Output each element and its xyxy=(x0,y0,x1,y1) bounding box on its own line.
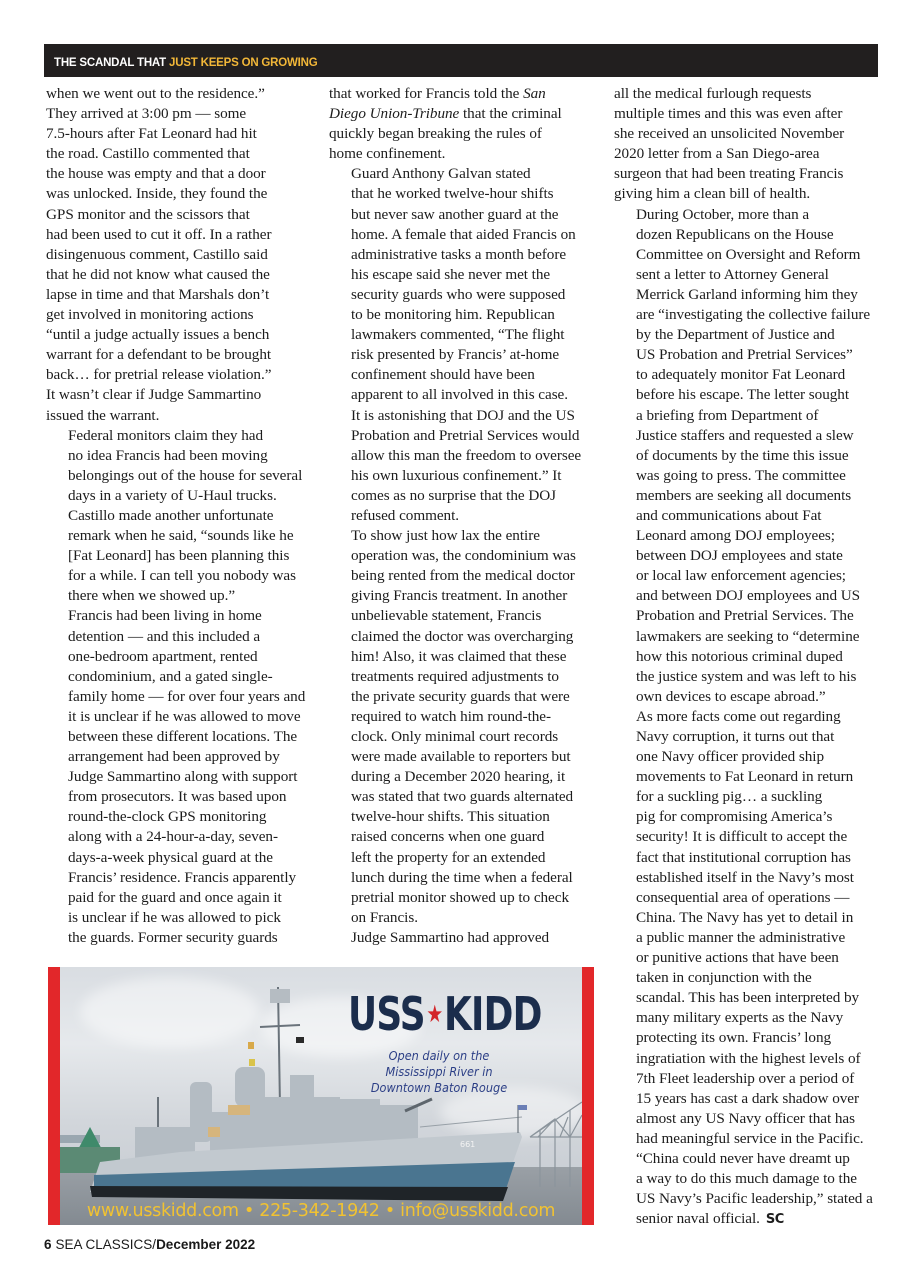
kicker-prefix: THE SCANDAL THAT xyxy=(54,57,167,69)
paragraph: that worked for Francis told the San Diego Union-Tribune that the criminal quickly began breaking the rules of home confinement. xyxy=(329,85,562,163)
star-icon: ★ xyxy=(426,1000,443,1028)
publication-name: San xyxy=(523,85,546,102)
ad-red-border-left xyxy=(48,967,60,1225)
paragraph: when we went out to the residence.” They arrived at 3:00 pm — some 7.5-hours after Fat Leonard had hit the road. Castillo commented that the house was empty and that a door was unlocked. Inside, they found the GPS monitor and the scissors that had been used to cut it off. In a rather disingenuous comment, Castillo said that he did not know what caused the lapse in time and that Marshals don’t get involved in monitoring actions “until a judge actually issues a bench warrant for a defendant to be brought back… for pretrial release violation.” It wasn’t clear if Judge Sammartino issued the warrant. xyxy=(46,85,272,424)
article-column-2 xyxy=(329,84,597,948)
uss-kidd-advertisement[interactable] xyxy=(48,967,594,1225)
publication-name: Diego Union-Tribune xyxy=(329,105,460,123)
paragraph: During October, more than a dozen Republicans on the House Committee on Oversight and Reform sent a letter to Attorney General Merrick Garland informing him they are “investigating the collective failure by the Department of Justice and US Probation and Pretrial Services” to adequately monitor Fat Leonard before his escape. The letter sought a briefing from Department of Justice staffers and requested a slew of documents by the time this issue was going to press. The committee members are seeking all documents and communications about Fat Leonard among DOJ employees; between DOJ employees and state or local law enforcement agencies; and between DOJ employees and US Probation and Pretrial Services. The lawmakers are seeking to “determine how this notorious criminal duped the justice system and was left to his own devices to escape abroad.” xyxy=(636,205,871,705)
article-column-1 xyxy=(46,84,312,948)
hull-number: 661 xyxy=(460,1140,476,1149)
article-column-3 xyxy=(614,84,882,1230)
paragraph: Francis had been living in home detention — and this included a one-bedroom apartment, rented condominium, and a gated single- family home — for over four years and it is unclear if he was allowed to move between these different locations. The arrangement had been approved by Judge Sammartino along with support from prosecutors. It was based upon round-the-clock GPS monitoring along with a 24-hour-a-day, seven- days-a-week physical guard at the Francis’ residence. Francis apparently paid for the guard and once again it is unclear if he was allowed to pick the guards. Former security guards xyxy=(68,607,306,946)
end-mark-logo: SC xyxy=(765,1212,784,1228)
page-number: 6 xyxy=(44,1237,52,1252)
kicker-accent: JUST KEEPS ON GROWING xyxy=(169,57,318,69)
publication-name: SEA CLASSICS/ xyxy=(55,1237,157,1252)
paragraph: To show just how lax the entire operation was, the condominium was being rented from the medical doctor giving Francis treatment. In another unbelievable statement, Francis claimed the doctor was overcharging him! Also, it was claimed that these treatments required adjustments to the private security guards that were required to watch him round-the- clock. Only minimal court records were made available to reporters but during a December 2020 hearing, it was stated that two guards alternated twelve-hour shifts. This situation raised concerns when one guard left the property for an extended lunch during the time when a federal pretrial monitor showed up to check on Francis. xyxy=(351,527,576,926)
section-kicker-bar xyxy=(44,44,878,77)
ad-tagline: Open daily on the Mississippi River in Downtown Baton Rouge xyxy=(370,1049,508,1095)
uss-kidd-logo: USS★KIDD xyxy=(348,987,542,1041)
paragraph: Guard Anthony Galvan stated that he worked twelve-hour shifts but never saw another guard at the home. A female that aided Francis on administrative tasks a month before his escape said she never met the security guards who were supposed to be monitoring him. Republican lawmakers commented, “The flight risk presented by Francis’ at-home confinement should have been apparent to all involved in this case. It is astonishing that DOJ and the US Probation and Pretrial Services would allow this man the freedom to oversee his own luxurious confinement.” It comes as no surprise that the DOJ refused comment. xyxy=(351,165,582,524)
paragraph: Federal monitors claim they had no idea Francis had been moving belongings out of the house for several days in a variety of U-Haul trucks. Castillo made another unfortunate remark when he said, “sounds like he [Fat Leonard] has been planning this for a while. I can tell you nobody was there when we showed up.” xyxy=(68,426,303,605)
page-footer xyxy=(44,1237,255,1252)
ad-red-border-right xyxy=(582,967,594,1225)
paragraph: Judge Sammartino had approved xyxy=(351,928,550,946)
issue-date: December 2022 xyxy=(156,1237,256,1252)
paragraph: all the medical furlough requests multiple times and this was even after she received an unsolicited November 2020 letter from a San Diego-area surgeon that had been treating Francis giving him a clean bill of health. xyxy=(614,85,845,203)
paragraph: As more facts come out regarding Navy corruption, it turns out that one Navy officer provided ship movements to Fat Leonard in return for a suckling pig… a suckling pig for compromising America’s security! It is difficult to accept the fact that institutional corruption has established itself in the Navy’s most consequential area of operations — China. The Navy has yet to detail in a public manner the administrative or punitive actions that have been taken in conjunction with the scandal. This has been interpreted by many military experts as the Navy protecting its own. Francis’ long ingratiation with the highest levels of 7th Fleet leadership over a period of 15 years has cast a dark shadow over almost any US Navy officer that has had meaningful service in the Pacific. “China could never have dreamt up a way to do this much damage to the US Navy’s Pacific leadership,” stated a senior naval official. SC xyxy=(636,707,873,1228)
ad-contact-info[interactable]: www.usskidd.com • 225-342-1942 • info@usskidd.com xyxy=(86,1201,556,1221)
